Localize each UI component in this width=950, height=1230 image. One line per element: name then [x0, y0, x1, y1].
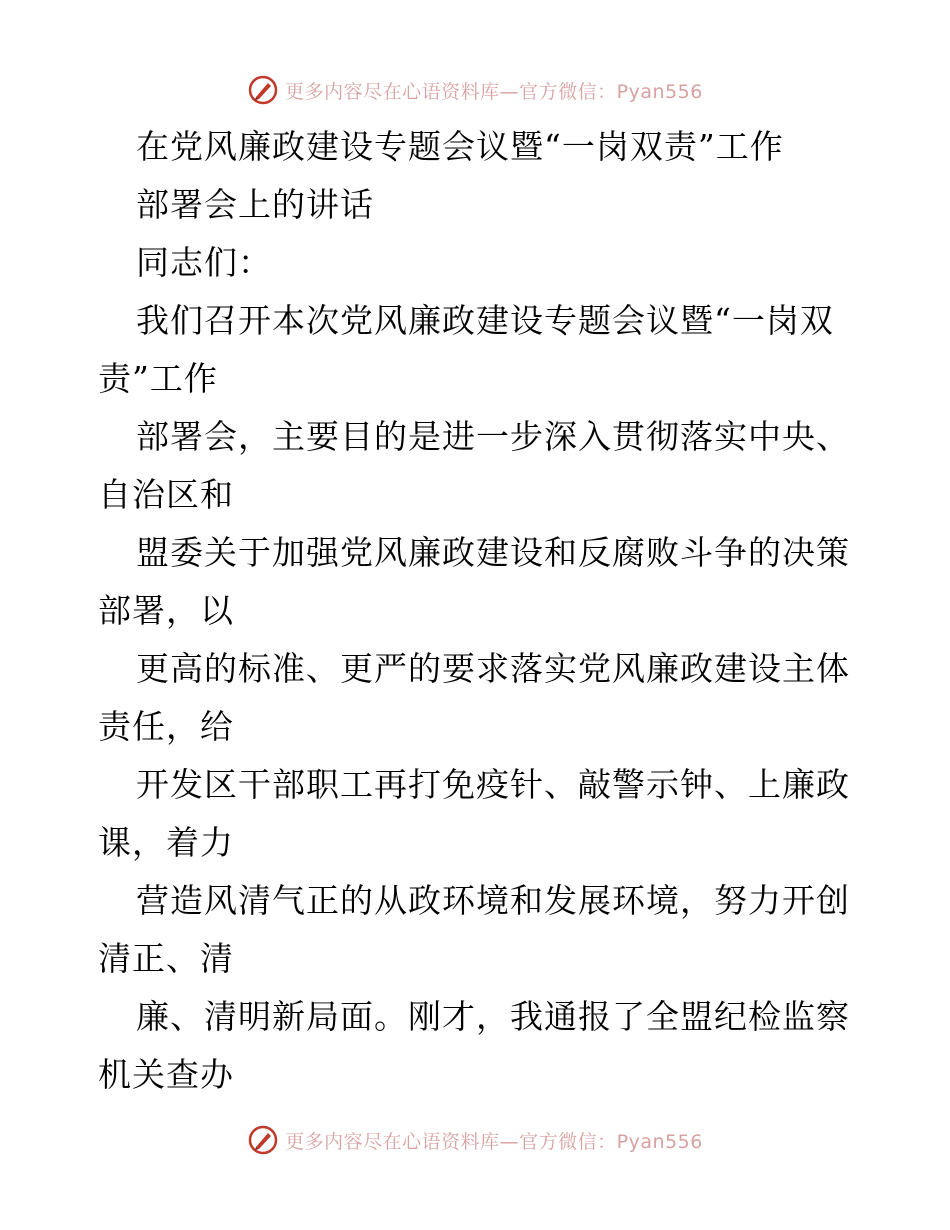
- paragraph-line: 部署，以: [98, 591, 234, 630]
- paragraph-line: 清正、清: [98, 939, 234, 978]
- paragraph-line: 责任，给: [98, 707, 234, 746]
- paragraph-line: 盟委关于加强党风廉政建设和反腐败斗争的决策: [136, 533, 850, 572]
- pen-logo-icon: [247, 74, 279, 106]
- paragraph-line: 责”工作: [98, 359, 218, 398]
- paragraph-line: 我们召开本次党风廉政建设专题会议暨“一岗双: [136, 301, 834, 340]
- footer-watermark: [0, 1120, 950, 1160]
- header-watermark: [0, 70, 950, 110]
- paragraph-line: 廉、清明新局面。刚才，我通报了全盟纪检监察: [136, 997, 850, 1036]
- paragraph-line: 开发区干部职工再打免疫针、敲警示钟、上廉政: [136, 765, 850, 804]
- paragraph-line: 自治区和: [98, 475, 234, 514]
- watermark-text: 更多内容尽在心语资料库—官方微信：Pyan556: [285, 1130, 703, 1153]
- paragraph-line: 课，着力: [98, 823, 234, 862]
- salutation: 同志们：: [136, 243, 272, 282]
- document-body: [98, 118, 858, 1104]
- paragraph-line: 机关查办: [98, 1055, 234, 1094]
- paragraph-line: 营造风清气正的从政环境和发展环境，努力开创: [136, 881, 850, 920]
- pen-logo-icon: [247, 1124, 279, 1156]
- title-line-1: 在党风廉政建设专题会议暨“一岗双责”工作: [136, 127, 784, 166]
- title-line-2: 部署会上的讲话: [136, 185, 374, 224]
- paragraph-line: 更高的标准、更严的要求落实党风廉政建设主体: [136, 649, 850, 688]
- watermark-text: 更多内容尽在心语资料库—官方微信：Pyan556: [285, 80, 703, 103]
- paragraph-line: 部署会，主要目的是进一步深入贯彻落实中央、: [136, 417, 850, 456]
